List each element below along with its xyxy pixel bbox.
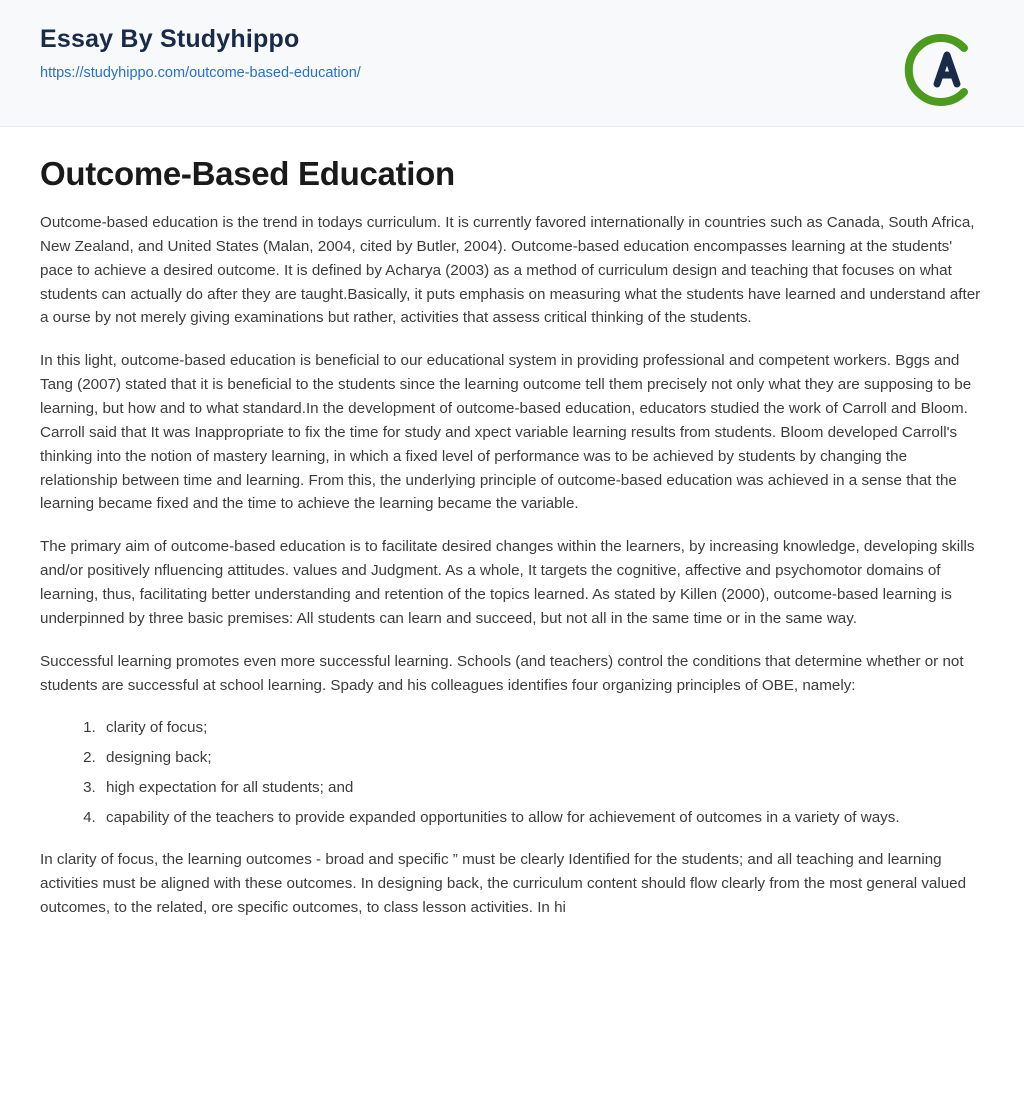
list-item: 3. high expectation for all students; and xyxy=(100,776,984,800)
paragraph-closing: In clarity of focus, the learning outcomes - broad and specific ” must be clearly Identified for the students; and all teaching and learning activities must be aligned with these outcomes. In designing back, the curriculum content should flow clearly from the most general valued outcomes, to the related, ore specific outcomes, to class lesson activities. In hi xyxy=(40,850,967,916)
brand-block xyxy=(40,26,361,81)
page-title: Outcome-Based Education xyxy=(40,155,455,192)
obe-principles-list xyxy=(40,716,984,829)
list-item: 2. designing back; xyxy=(100,746,984,770)
article-body xyxy=(0,127,1024,978)
paragraph-1: Outcome-based education is the trend in todays curriculum. It is currently favored internationally in countries such as Canada, South Africa, New Zealand, and United States (Malan, 2004, cited by Butler, 2004). Outcome-based education encompasses learning at the students' pace to achieve a desired outcome. It is defined by Acharya (2003) as a method of curriculum design and teaching that focuses on what students can actually do after they are taught.Basically, it puts emphasis on measuring what the students have learned and understand after a ourse by not merely giving examinations but rather, activities that assess critical thinking of the students. xyxy=(40,214,981,327)
list-item: 4. capability of the teachers to provide expanded opportunities to allow for achievement of outcomes in a variety of ways. xyxy=(100,806,984,830)
paragraph-2: In this light, outcome-based education is beneficial to our educational system in providing professional and competent workers. Bggs and Tang (2007) stated that it is beneficial to the students since the learning outcome tell them precisely not only what they are supposing to be learning, but how and to what standard.In the development of outcome-based education, educators studied the work of Carroll and Bloom. Carroll said that It was Inappropriate to fix the time for study and xpect variable learning results from students. Bloom developed Carroll's thinking into the notion of mastery learning, in which a fixed level of performance was to be achieved by students by changing the relationship between time and learning. From this, the underlying principle of outcome-based education was achieved in a sense that the learning became fixed and the time to achieve the learning became the variable. xyxy=(40,352,972,513)
site-brand-title: Essay By Studyhippo xyxy=(40,25,300,53)
paragraph-4: Successful learning promotes even more successful learning. Schools (and teachers) control the conditions that determine whether or not students are successful at school learning. Spady and his colleagues identifies four organizing principles of OBE, namely: xyxy=(40,652,964,694)
source-url-link[interactable]: https://studyhippo.com/outcome-based-education/ xyxy=(40,64,361,81)
list-item: 1. clarity of focus; xyxy=(100,716,984,740)
site-header xyxy=(0,0,1024,127)
paragraph-3: The primary aim of outcome-based education is to facilitate desired changes within the learners, by increasing knowledge, developing skills and/or positively nfluencing attitudes. values and Judgment. As a whole, It targets the cognitive, affective and psychomotor domains of learning, thus, facilitating better understanding and retention of the topics learned. As stated by Killen (2000), outcome-based learning is underpinned by three basic premises: All students can learn and succeed, but not all in the same time or in the same way. xyxy=(40,538,975,627)
studyhippo-a-logo-icon xyxy=(894,28,978,117)
